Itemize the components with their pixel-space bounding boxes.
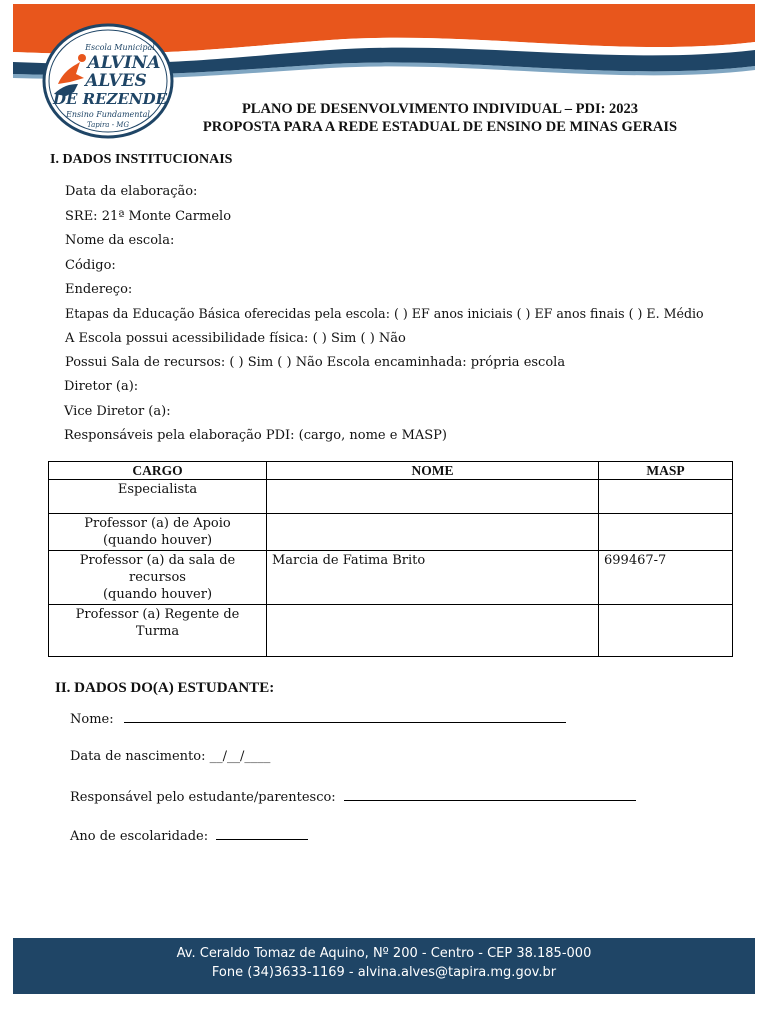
cell-masp[interactable] <box>599 605 733 657</box>
footer-banner <box>13 938 755 994</box>
field-responsavel <box>70 788 636 805</box>
cell-nome[interactable]: Marcia de Fatima Brito <box>267 551 599 605</box>
field-etapas: Etapas da Educação Básica oferecidas pela escola: ( ) EF anos iniciais ( ) EF anos finais ( ) E. Médio <box>65 306 704 321</box>
table-row <box>49 514 733 551</box>
section-title-estudante: II. DADOS DO(A) ESTUDANTE: <box>55 680 275 696</box>
nome-input-line[interactable] <box>124 710 566 723</box>
field-data-elaboracao: Data da elaboração: <box>65 184 198 199</box>
cell-masp[interactable] <box>599 514 733 551</box>
column-header-cargo: CARGO <box>49 462 267 480</box>
footer-contact: Fone (34)3633-1169 - alvina.alves@tapira.mg.gov.br <box>211 965 557 980</box>
cell-masp[interactable] <box>599 480 733 514</box>
svg-text:DE REZENDE: DE REZENDE <box>52 90 168 108</box>
ano-label: Ano de escolaridade: <box>70 829 209 844</box>
field-sre: SRE: 21ª Monte Carmelo <box>65 209 232 224</box>
ano-input-line[interactable] <box>216 827 308 840</box>
section-title-institucionais: I. DADOS INSTITUCIONAIS <box>50 152 233 167</box>
svg-text:Tapira - MG: Tapira - MG <box>86 121 130 129</box>
cell-cargo: Professor (a) de Apoio (quando houver) <box>49 514 267 551</box>
document-title: PLANO DE DESENVOLVIMENTO INDIVIDUAL – PDI: 2023 <box>241 101 639 117</box>
svg-text:ALVES: ALVES <box>85 71 147 91</box>
field-codigo: Código: <box>65 258 116 273</box>
svg-text:Ensino Fundamental: Ensino Fundamental <box>66 110 150 119</box>
field-nome-estudante <box>70 710 566 727</box>
column-header-masp: MASP <box>599 462 733 480</box>
field-ano-escolaridade <box>70 827 308 844</box>
nascimento-label: Data de nascimento: <box>70 749 206 764</box>
svg-text:ALVINA: ALVINA <box>87 53 161 73</box>
cell-masp[interactable]: 699467-7 <box>599 551 733 605</box>
responsavel-input-line[interactable] <box>344 788 636 801</box>
nome-label: Nome: <box>70 712 114 727</box>
responsavel-label: Responsável pelo estudante/parentesco: <box>70 790 336 805</box>
column-header-nome: NOME <box>267 462 599 480</box>
table-row <box>49 480 733 514</box>
cell-cargo: Professor (a) da sala de recursos (quando houver) <box>49 551 267 605</box>
table-row <box>49 551 733 605</box>
field-sala-recursos: Possui Sala de recursos: ( ) Sim ( ) Não Escola encaminhada: própria escola <box>65 355 566 370</box>
field-data-nascimento <box>70 749 270 764</box>
table-row <box>49 605 733 657</box>
field-acessibilidade: A Escola possui acessibilidade física: ( ) Sim ( ) Não <box>65 331 406 346</box>
nascimento-input-line[interactable]: __/__/____ <box>209 749 271 764</box>
staff-table <box>48 461 733 657</box>
footer-address: Av. Ceraldo Tomaz de Aquino, Nº 200 - Centro - CEP 38.185-000 <box>176 946 592 961</box>
field-vice-diretor: Vice Diretor (a): <box>64 404 171 419</box>
cell-cargo: Professor (a) Regente de Turma <box>49 605 267 657</box>
table-header-row <box>49 462 733 480</box>
cell-nome[interactable] <box>267 480 599 514</box>
svg-text:Escola Municipal: Escola Municipal <box>85 43 155 52</box>
field-nome-escola: Nome da escola: <box>65 233 175 248</box>
field-endereco: Endereço: <box>65 282 133 297</box>
field-diretor: Diretor (a): <box>64 379 139 394</box>
field-responsaveis: Responsáveis pela elaboração PDI: (cargo, nome e MASP) <box>64 428 448 443</box>
cell-cargo: Especialista <box>49 480 267 514</box>
document-subtitle: PROPOSTA PARA A REDE ESTADUAL DE ENSINO DE MINAS GERAIS <box>202 119 678 135</box>
cell-nome[interactable] <box>267 514 599 551</box>
cell-nome[interactable] <box>267 605 599 657</box>
